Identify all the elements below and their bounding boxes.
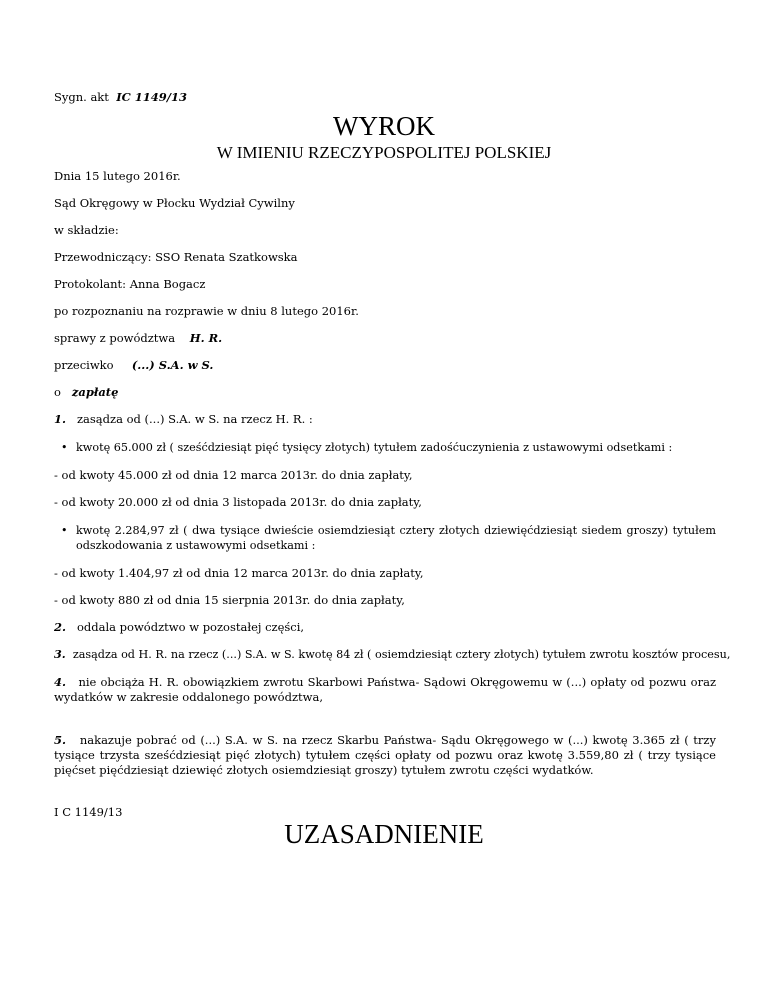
ruling-4-number: 4. (54, 675, 67, 689)
ruling-2-text: oddala powództwo w pozostałej części, (76, 620, 305, 634)
ruling-2-number: 2. (54, 620, 67, 634)
ruling-2 (54, 620, 304, 635)
ruling-1-number: 1. (54, 412, 67, 426)
case-prefix: Sygn. akt (54, 90, 109, 104)
ruling-4 (54, 675, 716, 705)
interest-line-3: - od kwoty 1.404,97 zł od dnia 12 marca 2013r. do dnia zapłaty, (54, 566, 424, 580)
defendant-prefix: przeciwko (54, 358, 114, 372)
clerk-line: Protokolant: Anna Bogacz (54, 277, 206, 291)
document-title: WYROK (333, 111, 435, 141)
subject-line (54, 385, 118, 400)
case-number-line (54, 90, 187, 105)
interest-line-2: - od kwoty 20.000 zł od dnia 3 listopada 2013r. do dnia zapłaty, (54, 495, 422, 509)
ruling-3 (54, 647, 730, 662)
case-number: IC 1149/13 (116, 90, 187, 104)
ruling-5 (54, 733, 716, 778)
bullet-icon: • (61, 441, 68, 454)
bullet-1-text: kwotę 65.000 zł ( sześćdziesiąt pięć tysięcy złotych) tytułem zadośćuczynienia z ustawowymi odsetkami : (76, 441, 673, 454)
bullet-2-text: kwotę 2.284,97 zł ( dwa tysiące dwieście osiemdziesiąt cztery złotych dziewięćdziesiąt siedem groszy) tytułem odszkodowania z ustawowymi odsetkami : (76, 524, 716, 552)
ruling-4-text: nie obciąża H. R. obowiązkiem zwrotu Skarbowi Państwa- Sądowi Okręgowemu w (...) opłaty od pozwu oraz wydatków w zakresie oddalonego powództwa, (54, 675, 716, 704)
interest-line-1: - od kwoty 45.000 zł od dnia 12 marca 2013r. do dnia zapłaty, (54, 468, 413, 482)
subject-text: zapłatę (71, 385, 119, 399)
court-name: Sąd Okręgowy w Płocku Wydział Cywilny (54, 196, 295, 210)
ruling-1 (54, 412, 313, 427)
plaintiff-line (54, 331, 222, 346)
defendant-name: (...) S.A. w S. (131, 358, 214, 372)
subject-prefix: o (54, 385, 61, 399)
plaintiff-name: H. R. (189, 331, 223, 345)
plaintiff-prefix: sprawy z powództwa (54, 331, 176, 345)
footer-case-number: I C 1149/13 (54, 805, 123, 819)
ruling-1-text: zasądza od (...) S.A. w S. na rzecz H. R. : (76, 412, 313, 426)
judgment-date: Dnia 15 lutego 2016r. (54, 169, 181, 183)
chair-line: Przewodniczący: SSO Renata Szatkowska (54, 250, 298, 264)
bullet-icon: • (61, 524, 68, 537)
ruling-5-number: 5. (54, 733, 67, 747)
ruling-5-text: nakazuje pobrać od (...) S.A. w S. na rzecz Skarbu Państwa- Sądu Okręgowego w (...) kwotę 3.365 zł ( trzy tysiące trzysta sześćdziesiąt pięć złotych) tytułem części opłaty od pozwu oraz kwotę 3.559,80 zł ( trzy tysiące pięćset pięćdziesiąt dziewięć złotych osiemdziesiąt groszy) tytułem zwrotu części wydatków. (54, 733, 716, 777)
hearing-line: po rozpoznaniu na rozprawie w dniu 8 lutego 2016r. (54, 304, 359, 318)
interest-line-4: - od kwoty 880 zł od dnia 15 sierpnia 2013r. do dnia zapłaty, (54, 593, 405, 607)
defendant-line (54, 358, 213, 373)
justification-title: UZASADNIENIE (284, 819, 484, 849)
composition-label: w składzie: (54, 223, 119, 237)
document-subtitle: W IMIENIU RZECZYPOSPOLITEJ POLSKIEJ (216, 143, 552, 162)
ruling-3-text: zasądza od H. R. na rzecz (...) S.A. w S. kwotę 84 zł ( osiemdziesiąt cztery złotych) tytułem zwrotu kosztów procesu, (72, 648, 731, 661)
ruling-3-number: 3. (54, 647, 66, 661)
